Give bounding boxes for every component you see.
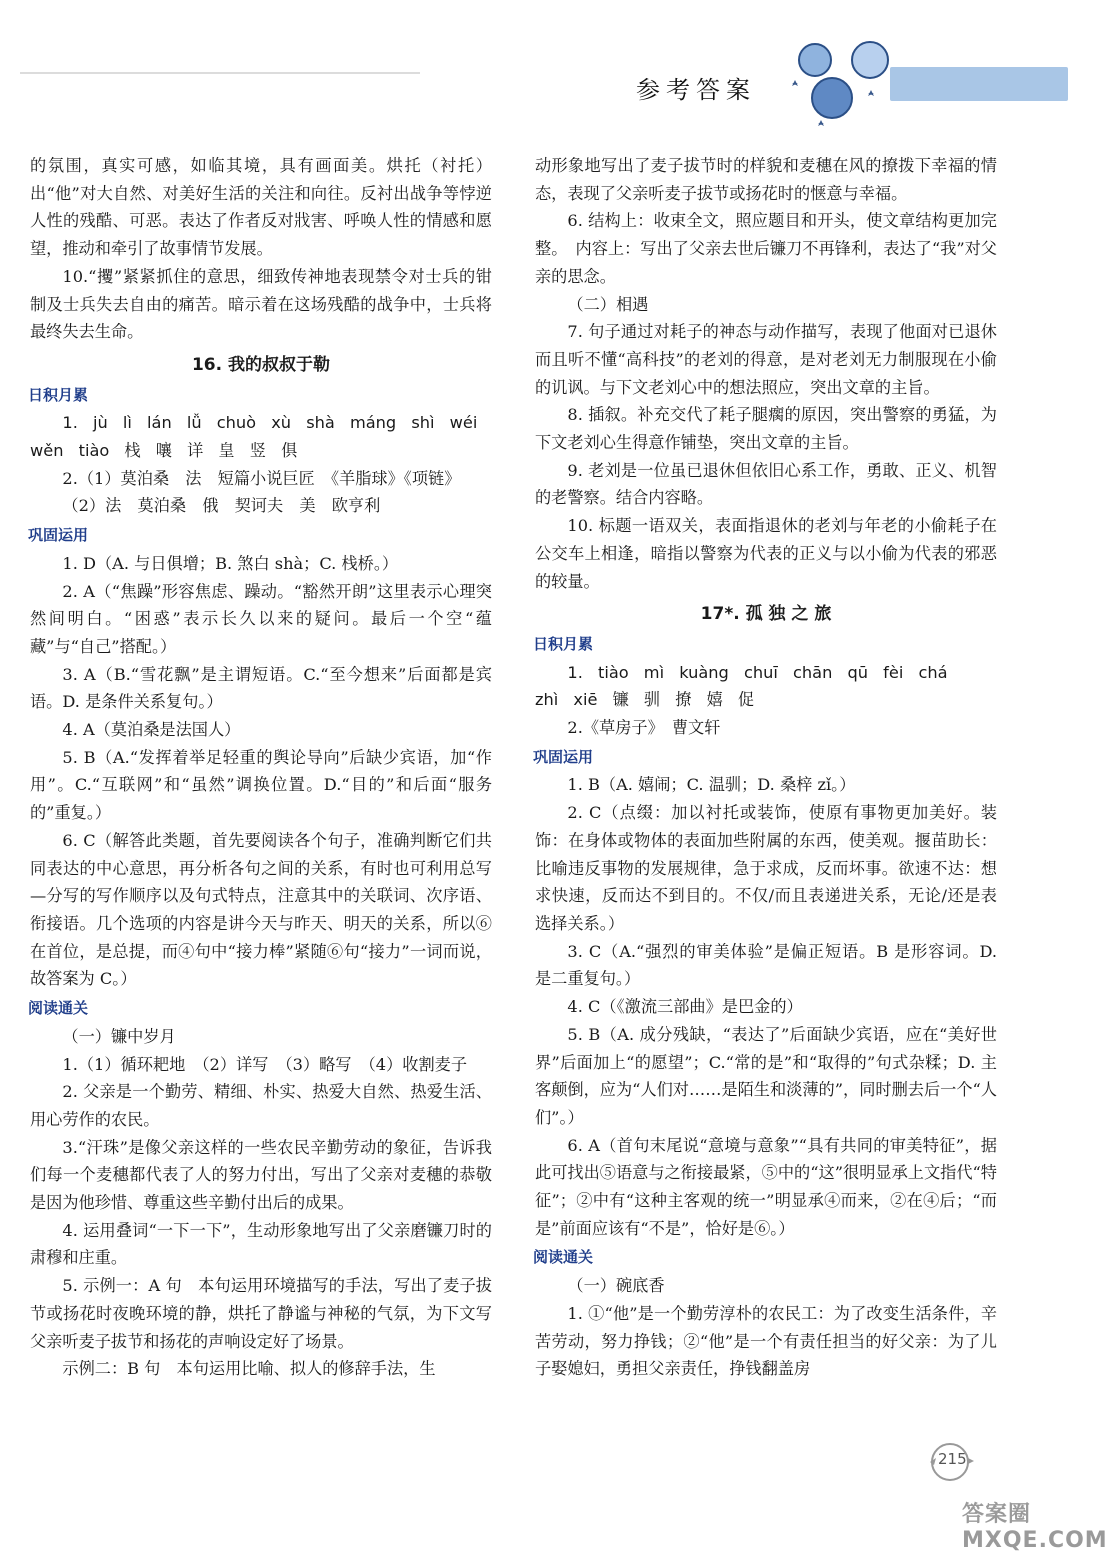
answer-paragraph: 1. D（A. 与日俱增；B. 煞白 shà；C. 栈桥。） <box>62 553 399 573</box>
pinyin-line: 1. tiào mì kuàng chuī chān qū fèi chá <box>567 662 948 682</box>
answer-paragraph: 1. B（A. 嬉闹；C. 温驯；D. 桑梓 zǐ。） <box>567 775 856 795</box>
answer-paragraph: 2. 父亲是一个勤劳、精细、朴实、热爱大自然、热爱生活、用心劳作的农民。 <box>30 1082 492 1129</box>
subsection-heading: 阅读通关 <box>533 1248 594 1267</box>
pinyin-line: wěn tiào 栈 嚷 详 皇 竖 俱 <box>30 441 298 461</box>
answer-paragraph: 5. B（A. 成分残缺，“表达了”后面缺少宾语，应在“美好世界”后面加上“的愿望”；C.“常的是”和“取得的”句式杂糅；D. 主客颠倒，应为“人们对……是陌生和淡薄的”，同时删去后一个“人们”。） <box>535 1024 997 1127</box>
answer-paragraph: 动形象地写出了麦子拔节时的样貌和麦穗在风的撩拨下幸福的情态，表现了父亲听麦子拔节或扬花时的惬意与幸福。 <box>535 156 997 203</box>
answer-paragraph: 10. 标题一语双关，表面指退休的老刘与年老的小偷耗子在公交车上相逢，暗指以警察为代表的正义与以小偷为代表的邪恶的较量。 <box>535 516 997 591</box>
answer-paragraph: 的氛围，真实可感，如临其境，具有画面美。烘托（衬托）出“他”对大自然、对美好生活的关注和向往。反衬出战争等悖逆人性的残酷、可恶。表达了作者反对戕害、呼唤人性的情感和愿望，推动和牵引了故事情节发展。 <box>30 156 492 259</box>
section-title: 17*. 孤 独 之 旅 <box>700 604 832 625</box>
answer-paragraph: （二）相遇 <box>567 294 649 314</box>
answer-paragraph: 2.《草房子》 曹文轩 <box>567 718 721 738</box>
left-column <box>30 152 492 1383</box>
answer-paragraph: 4. A（莫泊桑是法国人） <box>62 720 241 740</box>
answer-paragraph: 3.“汗珠”是像父亲这样的一些农民辛勤劳动的象征，告诉我们每一个麦穗都代表了人的努力付出，写出了父亲对麦穗的恭敬是因为他珍惜、尊重这些辛勤付出后的成果。 <box>30 1137 492 1213</box>
page-number: 215 <box>938 1450 967 1468</box>
answer-paragraph: 6. A（首句末尾说“意境与意象”“具有共同的审美特征”，据此可找出⑤语意与之衔接最紧，⑤中的“这”很明显承上文指代“特征”；②中有“这种主客观的统一”明显承④而来，②在④后；“而是”前面应该有“不是”，恰好是⑥。） <box>535 1135 997 1238</box>
watermark-text: 答案圈 MXQE.COM <box>962 1502 1108 1553</box>
pinyin-line: 1. jù lì lán lǚ chuò xù shà máng shì wéi <box>62 413 478 433</box>
answer-paragraph: 3. C（A.“强烈的审美体验”是偏正短语。B 是形容词。D. 是二重复句。） <box>535 941 997 989</box>
subsection-heading: 日积月累 <box>28 385 89 404</box>
answer-paragraph: 3. A（B.“雪花飘”是主谓短语。C.“至今想来”后面都是宾语。D. 是条件关系复句。） <box>30 664 492 712</box>
subsection-heading: 巩固运用 <box>533 747 594 766</box>
answer-paragraph: 4. C（《激流三部曲》是巴金的） <box>567 997 803 1017</box>
answer-paragraph: 5. 示例一：A 句 本句运用环境描写的手法，写出了麦子拔节或扬花时夜晚环境的静，烘托了静谧与神秘的气氛，为下文写父亲听麦子拔节和扬花的声响设定好了场景。 <box>30 1276 492 1351</box>
pinyin-line: zhì xiē 镰 驯 撩 嬉 促 <box>535 690 755 710</box>
bubbles-decoration-icon <box>780 38 1080 138</box>
answer-paragraph: 1.（1）循环耙地 （2）详写 （3）略写 （4）收割麦子 <box>62 1054 468 1074</box>
answer-paragraph: 5. B（A.“发挥着举足轻重的舆论导向”后缺少宾语，加“作用”。C.“互联网”和“虽然”调换位置。D.“目的”和后面“服务的”重复。） <box>30 747 492 823</box>
section-title: 16. 我的叔叔于勒 <box>191 354 331 375</box>
subsection-heading: 阅读通关 <box>28 999 89 1018</box>
answer-paragraph: 6. 结构上：收束全文，照应题目和开头，使文章结构更加完整。 内容上：写出了父亲去世后镰刀不再锋利，表达了“我”对父亲的思念。 <box>535 211 997 286</box>
answer-paragraph: 示例二：B 句 本句运用比喻、拟人的修辞手法，生 <box>62 1359 436 1379</box>
answer-paragraph: 2. A（“焦躁”形容焦虑、躁动。“豁然开朗”这里表示心理突然间明白。“困惑”表示长久以来的疑问。最后一个空“蕴藏”与“自己”搭配。） <box>30 581 492 656</box>
right-column <box>535 152 997 1383</box>
answer-paragraph: 10.“攫”紧紧抓住的意思，细致传神地表现禁令对士兵的钳制及士兵失去自由的痛苦。暗示着在这场残酷的战争中，士兵将最终失去生命。 <box>30 266 492 342</box>
answer-paragraph: 1. ①“他”是一个勤劳淳朴的农民工：为了改变生活条件，辛苦劳动，努力挣钱；②“他”是一个有责任担当的好父亲：为了儿子娶媳妇，勇担父亲责任，挣钱翻盖房 <box>535 1303 997 1379</box>
answer-paragraph: 2. C（点缀：加以衬托或装饰，使原有事物更加美好。装饰：在身体或物体的表面加些附属的东西，使美观。揠苗助长：比喻违反事物的发展规律，急于求成，反而坏事。欲速不达：想求快速，反而达不到目的。不仅/而且表递进关系，无论/还是表选择关系。） <box>535 803 997 933</box>
answer-paragraph: 7. 句子通过对耗子的神态与动作描写，表现了他面对已退休而且听不懂“高科技”的老刘的得意，是对老刘无力制服现在小偷的讥讽。与下文老刘心中的想法照应，突出文章的主旨。 <box>535 322 997 397</box>
answer-paragraph: 8. 插叙。补充交代了耗子腿瘸的原因，突出警察的勇猛，为下文老刘心生得意作铺垫，突出文章的主旨。 <box>535 405 997 453</box>
answer-paragraph: 2.（1）莫泊桑 法 短篇小说巨匠 《羊脂球》《项链》 <box>62 468 461 488</box>
subsection-heading: 巩固运用 <box>28 526 89 545</box>
answer-paragraph: 4. 运用叠词“一下一下”，生动形象地写出了父亲磨镰刀时的肃穆和庄重。 <box>30 1220 492 1268</box>
answer-paragraph: 6. C（解答此类题，首先要阅读各个句子，准确判断它们共同表达的中心意思，再分析各句之间的关系，有时也可利用总写—分写的写作顺序以及句式特点，注意其中的关联词、次序语、衔接语。几个选项的内容是讲今天与昨天、明天的关系，所以⑥在首位，是总提，而④句中“接力棒”紧随⑥句“接力”一词而说，故答案为 C。） <box>30 830 492 989</box>
answer-paragraph: （一）镰中岁月 <box>62 1026 176 1046</box>
answer-paragraph: （一）碗底香 <box>567 1276 665 1296</box>
answer-paragraph: （2）法 莫泊桑 俄 契诃夫 美 欧亨利 <box>62 496 381 516</box>
answer-paragraph: 9. 老刘是一位虽已退休但依旧心系工作，勇敢、正义、机智的老警察。结合内容略。 <box>535 460 997 508</box>
header-rule <box>20 72 420 74</box>
header-title: 参考答案 <box>636 76 756 104</box>
subsection-heading: 日积月累 <box>533 634 594 653</box>
